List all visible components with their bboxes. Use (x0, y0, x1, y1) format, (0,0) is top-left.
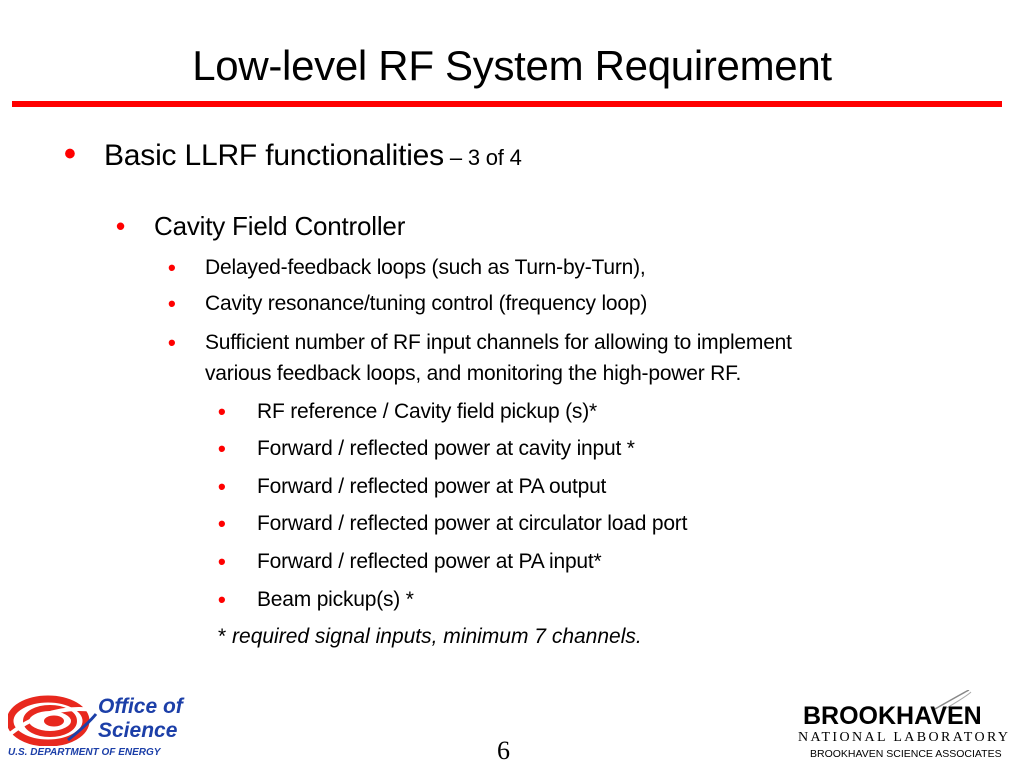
bullet-dot-icon: • (218, 587, 226, 612)
doe-office-of-science-logo (8, 692, 220, 762)
bullet-level3-text-line2: various feedback loops, and monitoring the high-power RF. (205, 362, 742, 385)
bullet-level4-text: Forward / reflected power at PA output (257, 475, 607, 498)
slide-title: Low-level RF System Requirement (192, 42, 832, 89)
bullet-dot-icon: • (168, 330, 176, 355)
footnote-star: * (218, 625, 233, 648)
bnl-logo-line3: BROOKHAVEN SCIENCE ASSOCIATES (810, 748, 1002, 760)
bullet-dot-icon: • (218, 549, 226, 574)
bullet-level4-text: Forward / reflected power at PA input* (257, 550, 602, 573)
bullet-dot-icon: • (64, 135, 76, 173)
bullet-level4-text: RF reference / Cavity field pickup (s)* (257, 400, 597, 423)
bullet-level4-text: Beam pickup(s) * (257, 588, 414, 611)
bullet-level4-text: Forward / reflected power at cavity input * (257, 437, 635, 460)
bullet-dot-icon: • (218, 399, 226, 424)
bullet-dot-icon: • (116, 211, 125, 241)
bullet-level3-text: Cavity resonance/tuning control (frequency loop) (205, 292, 648, 315)
bullet-level3-text: Sufficient number of RF input channels for allowing to implement (205, 331, 792, 354)
footnote (218, 622, 642, 652)
bullet-level1-suffix: – 3 of 4 (443, 145, 522, 170)
doe-swirl-icon (8, 694, 98, 746)
title-divider (12, 101, 1002, 107)
doe-logo-line2: Science (98, 719, 178, 742)
brookhaven-logo (795, 690, 1017, 766)
doe-logo-sub: U.S. DEPARTMENT OF ENERGY (8, 747, 161, 758)
page-number: 6 (497, 736, 510, 765)
bullet-dot-icon: • (218, 436, 226, 461)
doe-logo-line1: Office of (98, 695, 183, 718)
bullet-dot-icon: • (218, 511, 226, 536)
bullet-level2-text: Cavity Field Controller (154, 211, 406, 241)
bullet-level4-text: Forward / reflected power at circulator load port (257, 512, 688, 535)
bnl-logo-name: BROOKHAVEN (803, 702, 982, 730)
bnl-logo-line2: NATIONAL LABORATORY (798, 730, 1011, 745)
bullet-dot-icon: • (168, 255, 176, 280)
bullet-level3-text: Delayed-feedback loops (such as Turn-by-Turn), (205, 256, 646, 279)
footnote-text: required signal inputs, minimum 7 channels. (232, 625, 642, 648)
bullet-dot-icon: • (218, 474, 226, 499)
bullet-level1-text: Basic LLRF functionalities (104, 139, 444, 172)
bullet-dot-icon: • (168, 291, 176, 316)
